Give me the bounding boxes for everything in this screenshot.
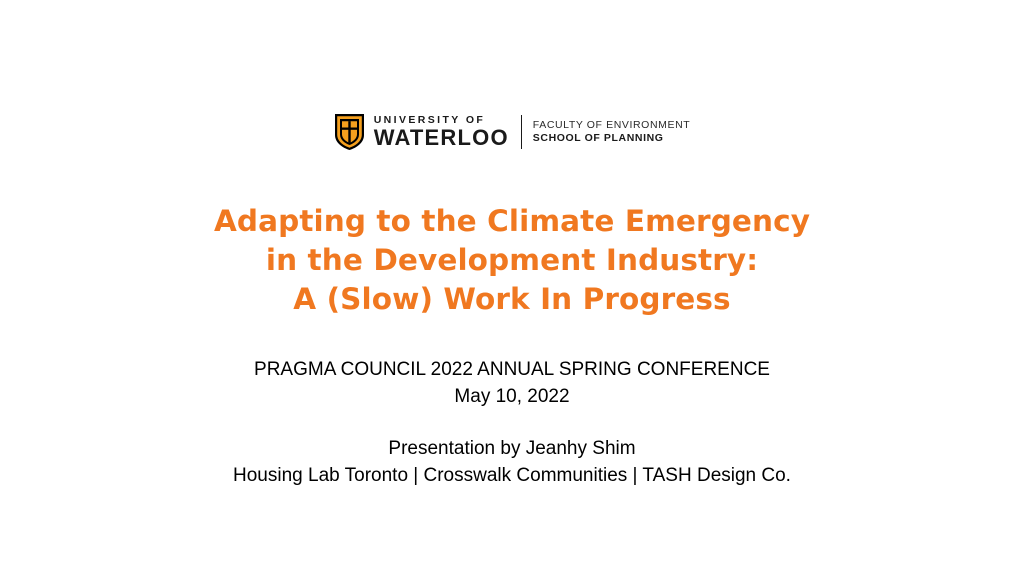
logo-waterloo-text: WATERLOO <box>373 125 509 151</box>
slide-title <box>214 202 810 319</box>
conference-name: PRAGMA COUNCIL 2022 ANNUAL SPRING CONFERENCE <box>254 358 770 380</box>
logo-faculty-block <box>533 119 691 145</box>
presenter-affiliations: Housing Lab Toronto | Crosswalk Communities | TASH Design Co. <box>233 465 791 487</box>
waterloo-wordmark <box>374 115 509 150</box>
logo-faculty-line: FACULTY OF ENVIRONMENT <box>532 118 691 131</box>
presenter-name: Presentation by Jeanhy Shim <box>388 437 636 459</box>
event-date: May 10, 2022 <box>454 385 570 407</box>
waterloo-logo <box>334 112 691 152</box>
logo-university-line: UNIVERSITY OF <box>373 113 486 126</box>
title-line-1: Adapting to the Climate Emergency <box>213 204 811 238</box>
waterloo-shield-icon <box>334 113 365 151</box>
title-line-2: in the Development Industry: <box>265 242 759 277</box>
event-info <box>254 357 770 411</box>
presenter-info <box>233 435 791 490</box>
logo-divider <box>521 115 522 149</box>
title-line-3: A (Slow) Work In Progress <box>293 281 731 316</box>
logo-school-line: SCHOOL OF PLANNING <box>532 132 664 144</box>
